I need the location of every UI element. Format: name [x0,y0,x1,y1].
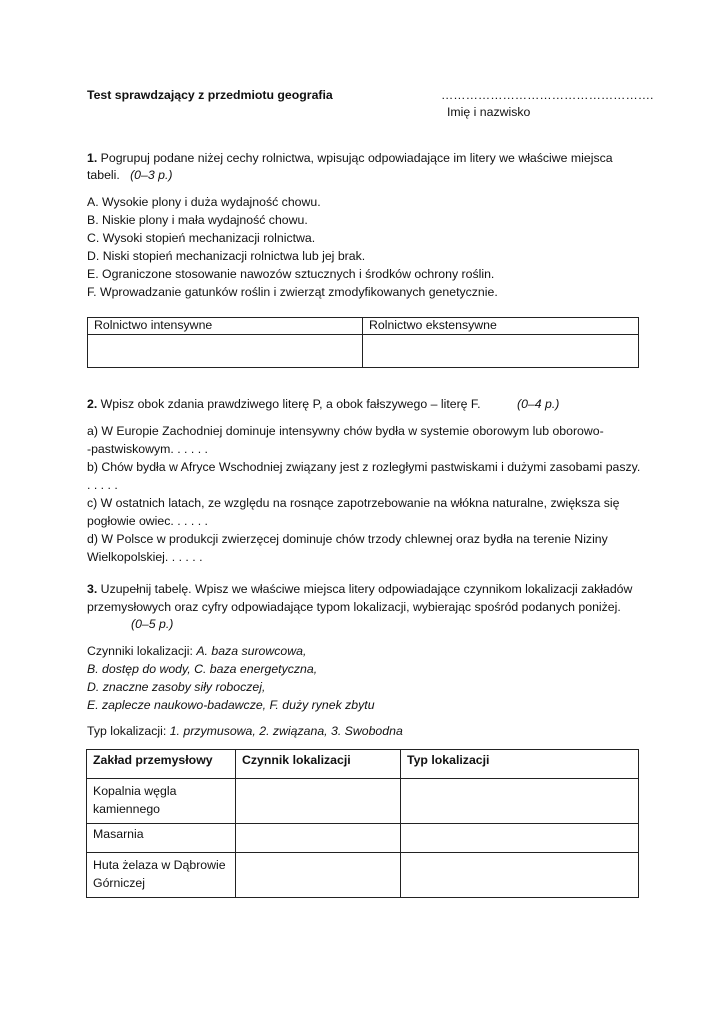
q1-table [87,317,639,368]
q3-row2-type-cell[interactable] [401,824,639,853]
q3-factors-label: Czynniki lokalizacji: [87,644,197,658]
q2-points: (0–4 p.) [517,397,560,411]
q3-table [86,749,639,898]
q1-option-a: A. Wysokie plony i duża wydajność chowu. [87,195,321,209]
q2-instruction [87,396,481,414]
q1-option-f: F. Wprowadzanie gatunków roślin i zwierząt zmodyfikowanych genetycznie. [87,285,498,299]
q3-factors-line2: B. dostęp do wody, C. baza energetyczna, [87,662,318,676]
q2-statement-a-line2: -pastwiskowym. . . . . . [87,442,208,456]
q3-factors-line3: D. znaczne zasoby siły roboczej, [87,680,266,694]
q3-row3-plant [87,853,236,898]
q3-text1: Uzupełnij tabelę. Wpisz we właściwe miejsca litery odpowiadające czynnikom lokalizacji zakładów [97,582,633,596]
q3-instruction-line1 [87,581,632,599]
q3-header-plant: Zakład przemysłowy [87,750,236,779]
q1-answer-intensive[interactable] [88,335,363,368]
q3-factors-line4: E. zaplecze naukowo-badawcze, F. duży rynek zbytu [87,698,375,712]
q1-option-c: C. Wysoki stopień mechanizacji rolnictwa. [87,231,316,245]
q3-instruction-line2: przemysłowych oraz cyfry odpowiadające typom lokalizacji, wybierając spośród podanych poniżej. [87,600,621,614]
q3-types: 1. przymusowa, 2. związana, 3. Swobodna [169,724,403,738]
q1-options-list [87,193,647,301]
q2-statements [87,422,647,566]
q3-header-type: Typ lokalizacji [401,750,639,779]
q2-statement-c-line2: pogłowie owiec. . . . . . [87,514,208,528]
q3-types-label: Typ lokalizacji: [87,724,170,738]
q3-row3-type-cell[interactable] [401,853,639,898]
q3-types-line [87,723,403,741]
name-dots: ……………………………………………. [441,88,654,102]
q3-row3-plant-line1: Huta żelaza w Dąbrowie [93,858,226,872]
q1-instruction-line2 [87,167,172,185]
q3-factors [87,642,647,714]
q3-row1-plant-line1: Kopalnia węgla [93,784,177,798]
q3-row3-plant-line2: Górniczej [93,876,145,890]
q1-number: 1. [87,151,98,165]
q1-option-d: D. Niski stopień mechanizacji rolnictwa lub jej brak. [87,249,366,263]
name-label: Imię i nazwisko [447,105,531,119]
q1-text2: tabeli. [87,168,120,182]
q1-option-b: B. Niskie plony i mała wydajność chowu. [87,213,308,227]
q2-statement-b-line2: . . . . . [87,478,118,492]
q3-row1-type-cell[interactable] [401,779,639,824]
q2-statement-c-line1: c) W ostatnich latach, ze względu na rosnące zapotrzebowanie na włókna naturalne, zwiększa się [87,496,620,510]
q1-header-extensive: Rolnictwo ekstensywne [363,318,639,335]
q1-header-intensive: Rolnictwo intensywne [88,318,363,335]
q1-text1: Pogrupuj podane niżej cechy rolnictwa, wpisując odpowiadające im litery we właściwe miejsca [97,151,613,165]
q1-answer-extensive[interactable] [363,335,639,368]
q1-option-e: E. Ograniczone stosowanie nawozów sztucznych i środków ochrony roślin. [87,267,495,281]
q2-text: Wpisz obok zdania prawdziwego literę P, a obok fałszywego – literę F. [97,397,481,411]
q3-row3-factor-cell[interactable] [236,853,401,898]
q2-statement-b-line1: b) Chów bydła w Afryce Wschodniej związany jest z rozległymi pastwiskami i dużymi zasobami paszy. [87,460,641,474]
q3-row1-plant-line2: kamiennego [93,802,160,816]
q3-row1-plant [87,779,236,824]
q1-instruction-line1 [87,150,613,168]
q3-points: (0–5 p.) [131,617,174,631]
test-title: Test sprawdzający z przedmiotu geografia [87,88,333,102]
q2-statement-d-line2: Wielkopolskiej. . . . . . [87,550,203,564]
q3-row2-plant: Masarnia [87,824,236,853]
q3-factor-a: A. baza surowcowa, [196,644,307,658]
q3-row2-factor-cell[interactable] [236,824,401,853]
q2-statement-a-line1: a) W Europie Zachodniej dominuje intensywny chów bydła w systemie oborowym lub oborowo- [87,424,604,438]
q2-statement-d-line1: d) W Polsce w produkcji zwierzęcej dominuje chów trzody chlewnej oraz bydła na terenie Niziny [87,532,608,546]
q3-header-factor: Czynnik lokalizacji [236,750,401,779]
q2-number: 2. [87,397,98,411]
q3-factors-line1 [87,642,647,660]
q3-row1-factor-cell[interactable] [236,779,401,824]
q1-points: (0–3 p.) [130,168,173,182]
q3-number: 3. [87,582,98,596]
